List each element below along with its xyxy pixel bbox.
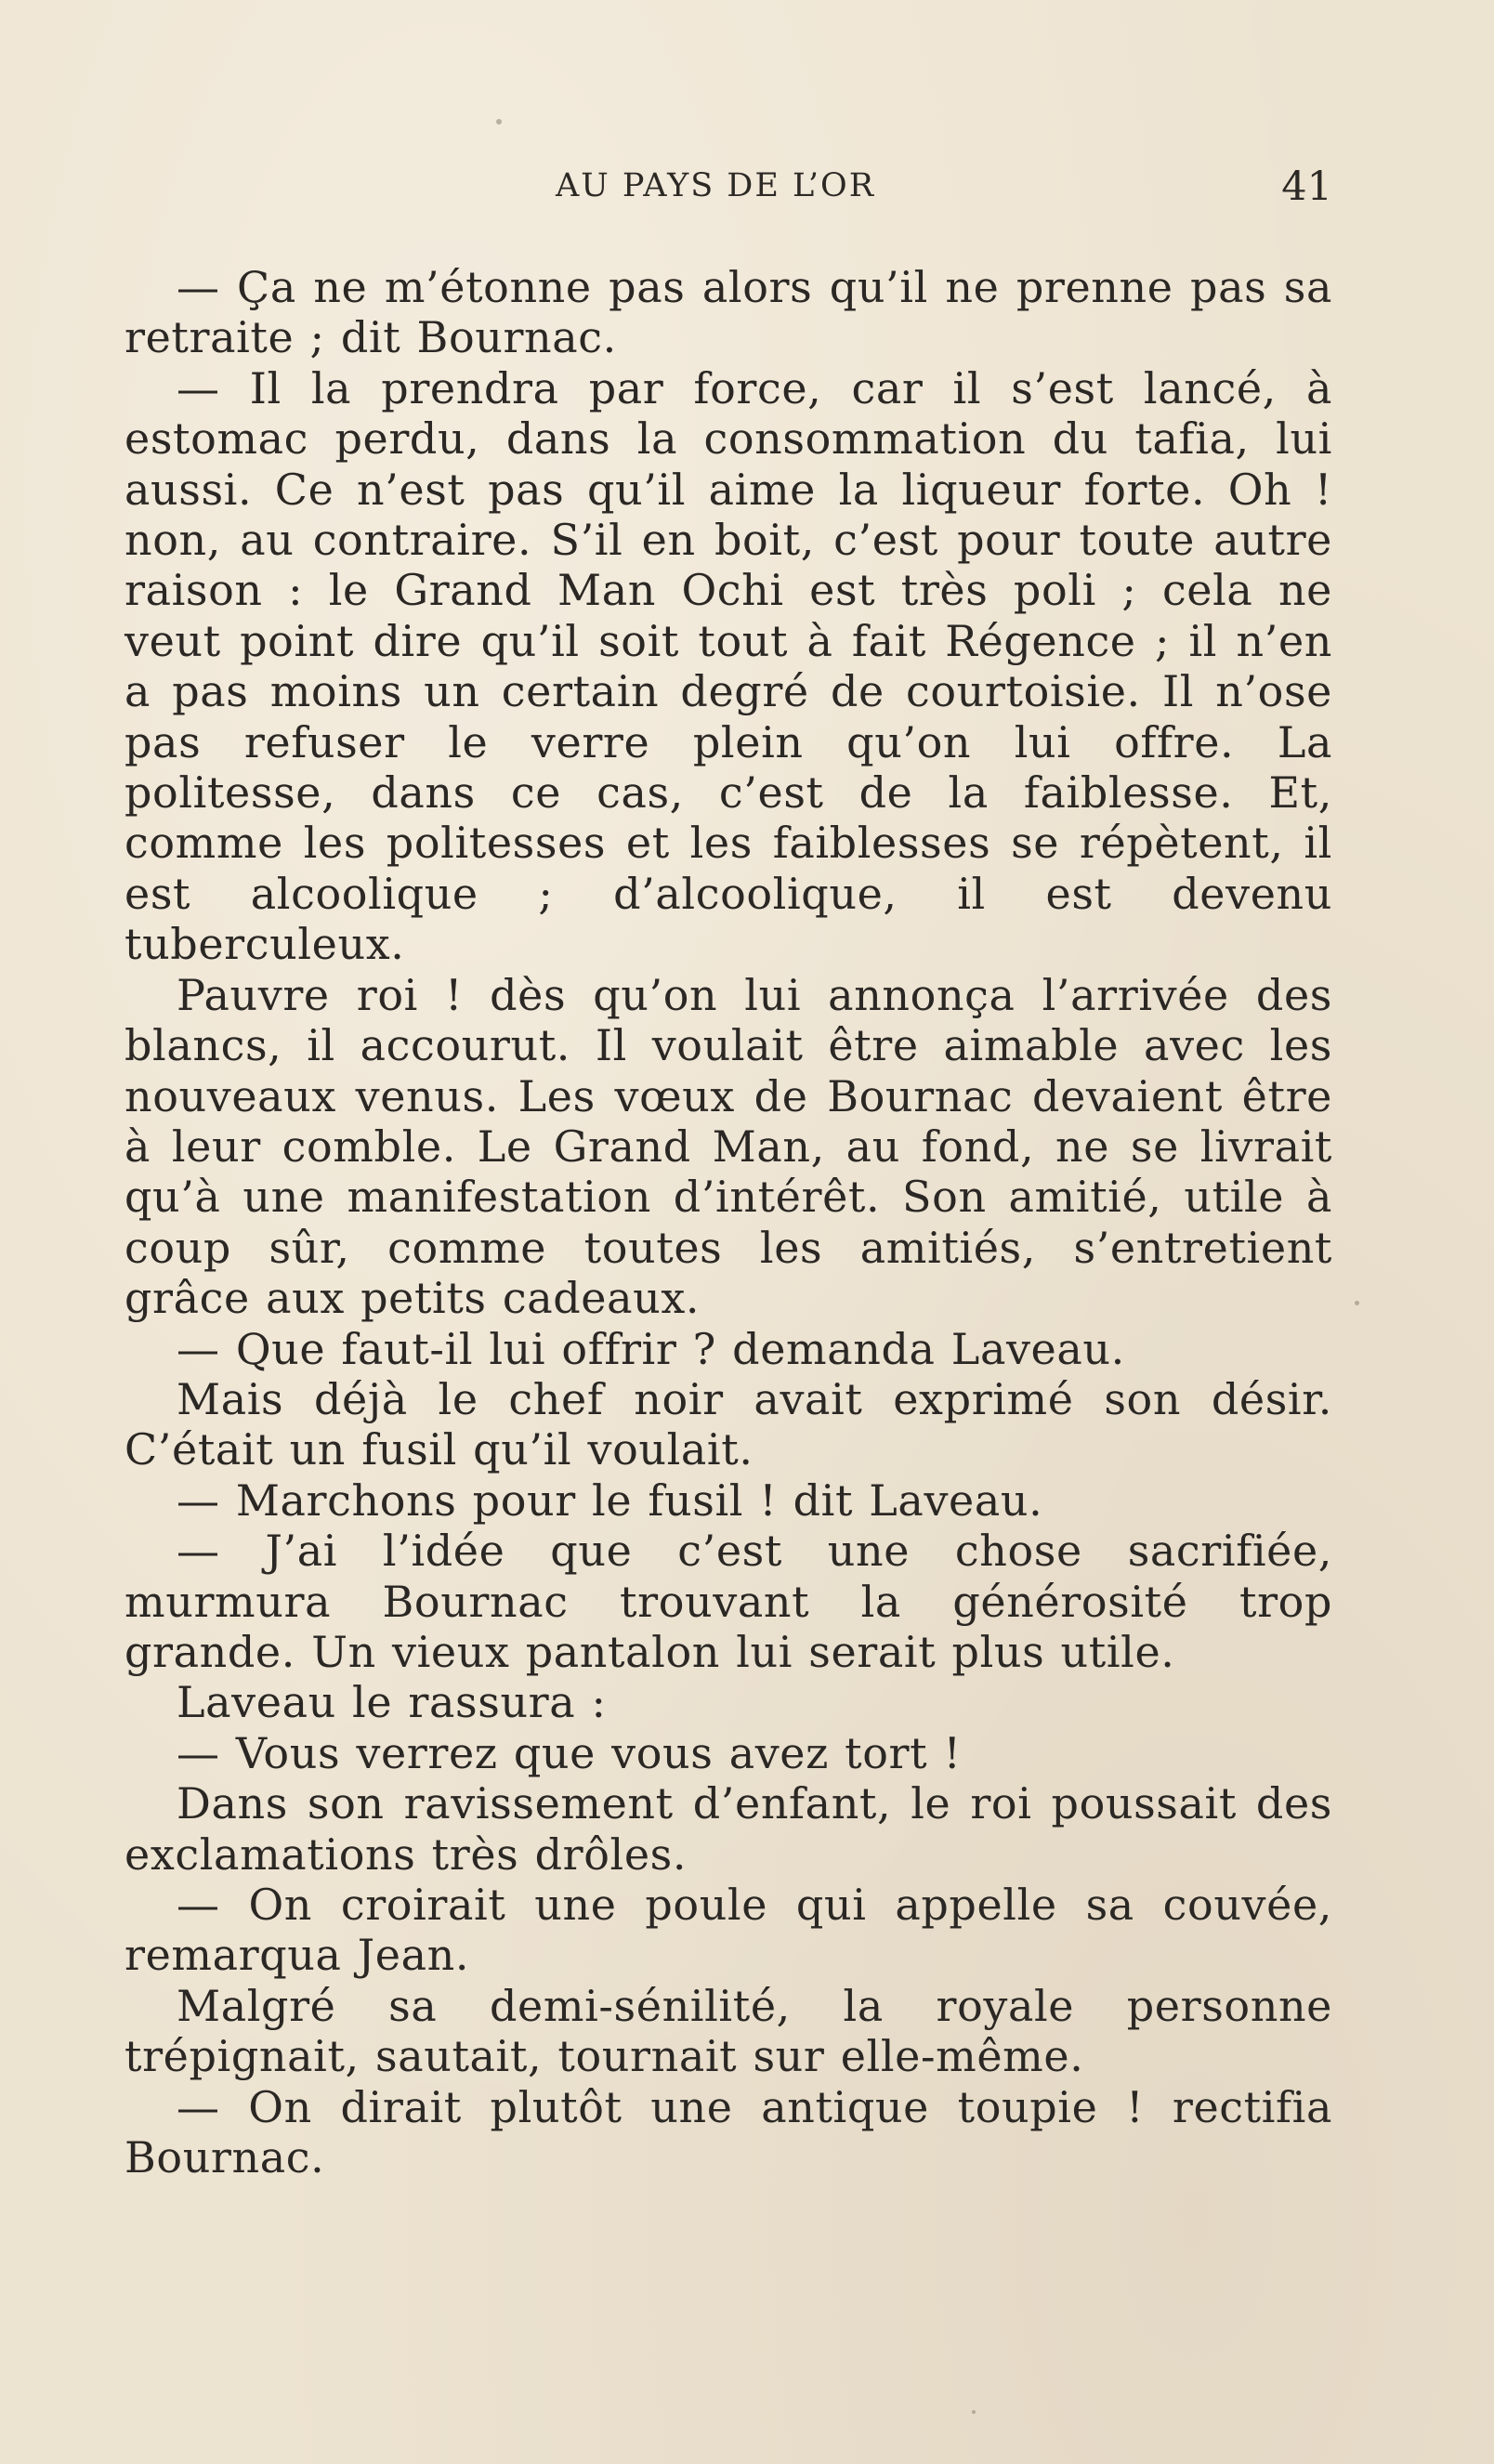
paragraph: — Vous verrez que vous avez tort ! (177, 1727, 962, 1778)
body-text (124, 262, 1332, 2182)
paragraph: — On dirait plutôt une antique toupie ! rectifia Bournac. (124, 2081, 1332, 2183)
paragraph: — Il la prendra par force, car il s’est lancé, à estomac perdu, dans la consommation du tafia, lui aussi. Ce n’est pas qu’il aime la liqueur forte. Oh ! non, au contraire. S’il en boit, c’est pour toute autre raison : le Grand Man Ochi est très poli ; cela ne veut point dire qu’il soit tout à fait Régence ; il n’en a pas moins un certain degré de courtoisie. Il n’ose pas refuser le verre plein qu’on lui offre. La politesse, dans ce cas, c’est de la faiblesse. Et, comme les politesses et les faiblesses se répètent, il est alcoolique ; d’alcoolique, il est devenu tuberculeux. (124, 362, 1332, 970)
paragraph: Dans son ravissement d’enfant, le roi poussait des exclamations très drôles. (124, 1778, 1332, 1880)
page-header (124, 164, 1332, 214)
paragraph: Malgré sa demi-sénilité, la royale personne trépignait, sautait, tournait sur elle-même. (124, 1980, 1332, 2082)
page-number: 41 (1281, 164, 1332, 210)
paragraph: Mais déjà le chef noir avait exprimé son désir. C’était un fusil qu’il voulait. (124, 1373, 1332, 1475)
paragraph: Laveau le rassura : (177, 1677, 607, 1728)
paper-speck (1355, 1301, 1359, 1305)
running-title: AU PAYS DE L’OR (556, 167, 876, 204)
paragraph: — Ça ne m’étonne pas alors qu’il ne prenne pas sa retraite ; dit Bournac. (124, 262, 1332, 363)
paragraph: Pauvre roi ! dès qu’on lui annonça l’arrivée des blancs, il accourut. Il voulait être aimable avec les nouveaux venus. Les vœux de Bournac devaient être à leur comble. Le Grand Man, au fond, ne se livrait qu’à une manifestation d’intérêt. Son amitié, utile à coup sûr, comme toutes les amitiés, s’entretient grâce aux petits cadeaux. (124, 969, 1332, 1324)
paragraph: — J’ai l’idée que c’est une chose sacrifiée, murmura Bournac trouvant la générosité trop grande. Un vieux pantalon lui serait plus utile. (124, 1526, 1332, 1677)
paragraph: — Marchons pour le fusil ! dit Laveau. (177, 1474, 1043, 1526)
paper-speck (972, 2410, 976, 2414)
paragraph: — Que faut-il lui offrir ? demanda Laveau. (177, 1323, 1125, 1374)
paragraph: — On croirait une poule qui appelle sa couvée, remarqua Jean. (124, 1880, 1332, 1981)
paper-speck (496, 119, 502, 125)
